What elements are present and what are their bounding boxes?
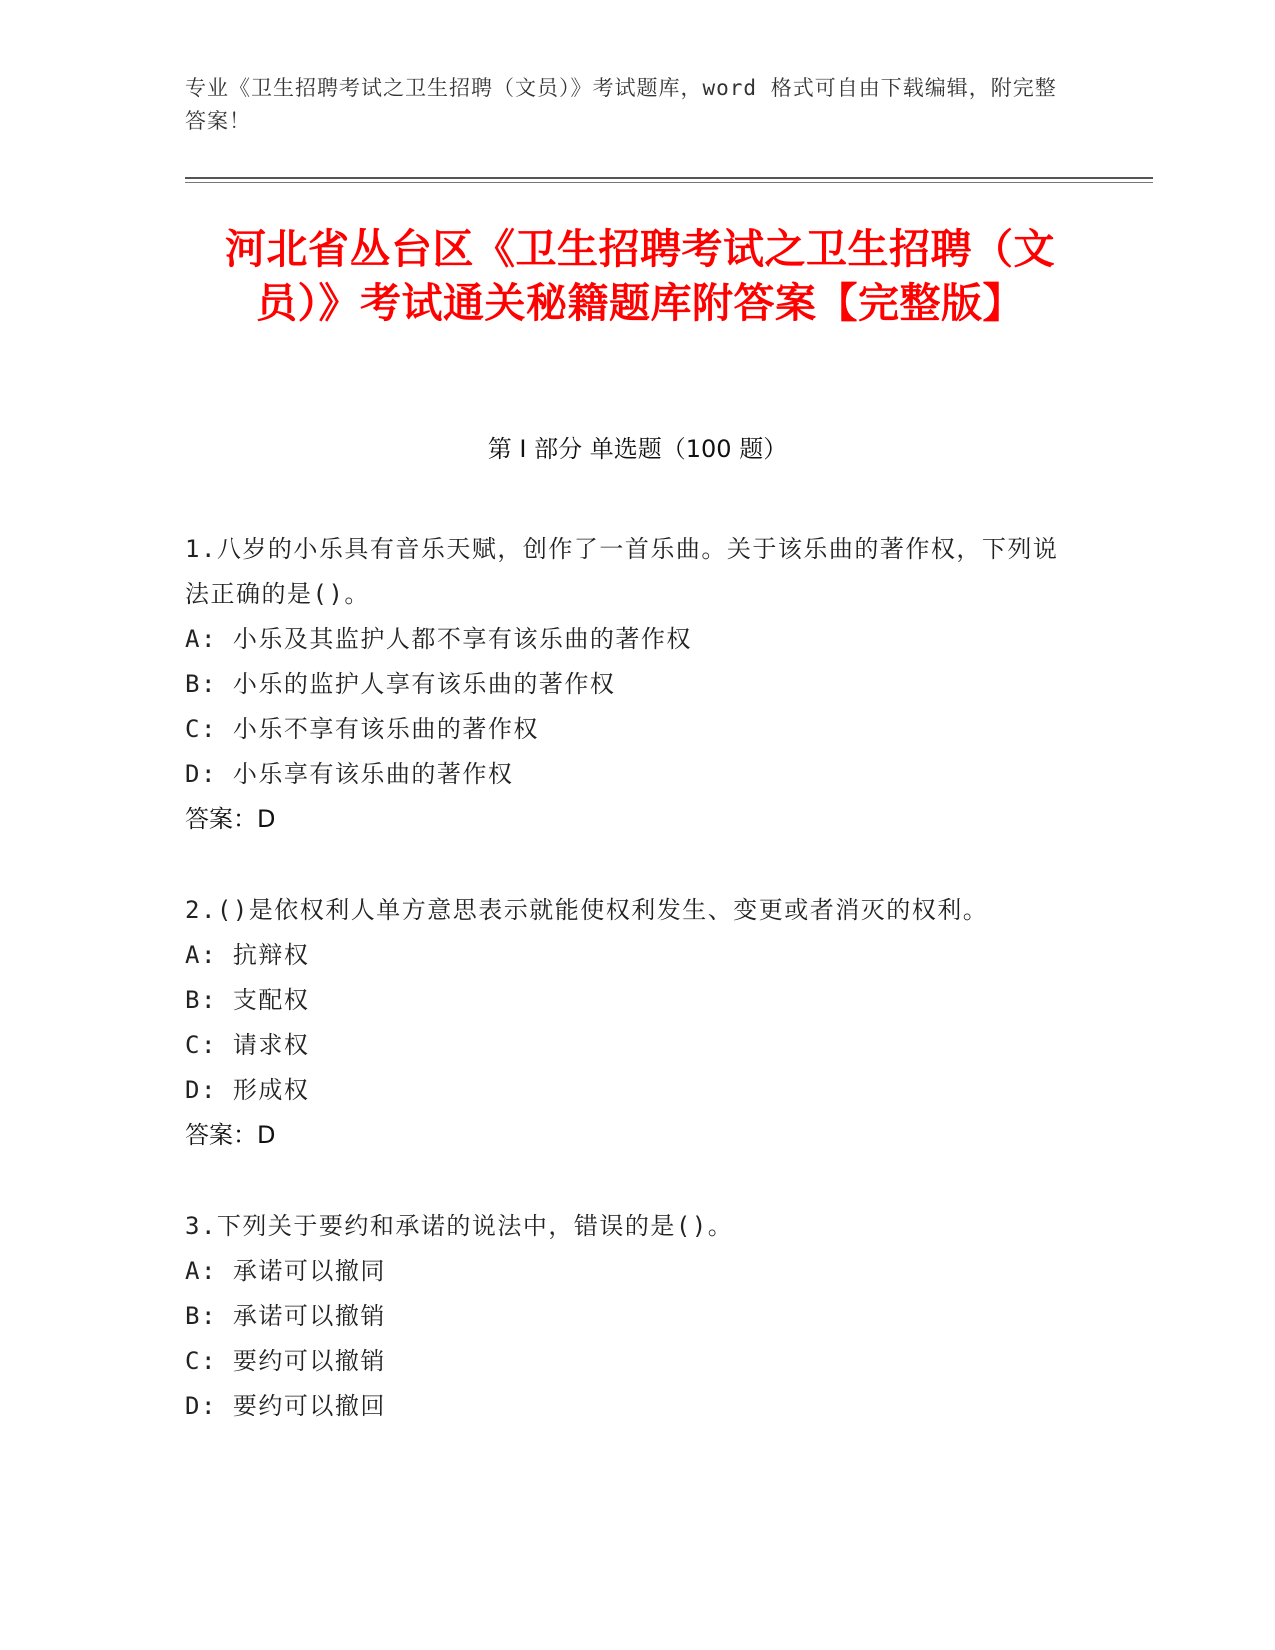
section-heading: 第 I 部分 单选题（100 题）	[487, 435, 788, 463]
option-d: D: 要约可以撤回	[185, 1392, 386, 1420]
option-a: A: 小乐及其监护人都不享有该乐曲的著作权	[185, 625, 692, 653]
header-note: 专业《卫生招聘考试之卫生招聘（文员）》考试题库，word 格式可自由下载编辑，附完整答案！	[185, 76, 1057, 133]
answer-line: 答案：D	[185, 1121, 276, 1149]
question-stem: 1.八岁的小乐具有音乐天赋，创作了一首乐曲。关于该乐曲的著作权，下列说法正确的是()。	[185, 535, 1059, 608]
question-list	[185, 527, 1065, 1475]
document-title: 河北省丛台区《卫生招聘考试之卫生招聘（文员）》考试通关秘籍题库附答案【完整版】	[225, 225, 1055, 327]
question-item	[185, 888, 1065, 1158]
option-a: A: 承诺可以撤同	[185, 1257, 386, 1285]
option-a: A: 抗辩权	[185, 941, 310, 969]
question-stem: 2.()是依权利人单方意思表示就能使权利发生、变更或者消灭的权利。	[185, 896, 989, 924]
option-c: C: 要约可以撤销	[185, 1347, 386, 1375]
option-d: D: 形成权	[185, 1076, 310, 1104]
answer-line: 答案：D	[185, 805, 276, 833]
question-item	[185, 527, 1065, 842]
question-stem: 3.下列关于要约和承诺的说法中，错误的是()。	[185, 1212, 734, 1240]
option-b: B: 小乐的监护人享有该乐曲的著作权	[185, 670, 616, 698]
option-c: C: 小乐不享有该乐曲的著作权	[185, 715, 539, 743]
option-b: B: 支配权	[185, 986, 310, 1014]
option-b: B: 承诺可以撤销	[185, 1302, 386, 1330]
option-c: C: 请求权	[185, 1031, 310, 1059]
option-d: D: 小乐享有该乐曲的著作权	[185, 760, 514, 788]
question-item	[185, 1204, 1065, 1429]
header-divider-thin	[185, 182, 1153, 183]
header-divider-thick	[185, 177, 1153, 179]
